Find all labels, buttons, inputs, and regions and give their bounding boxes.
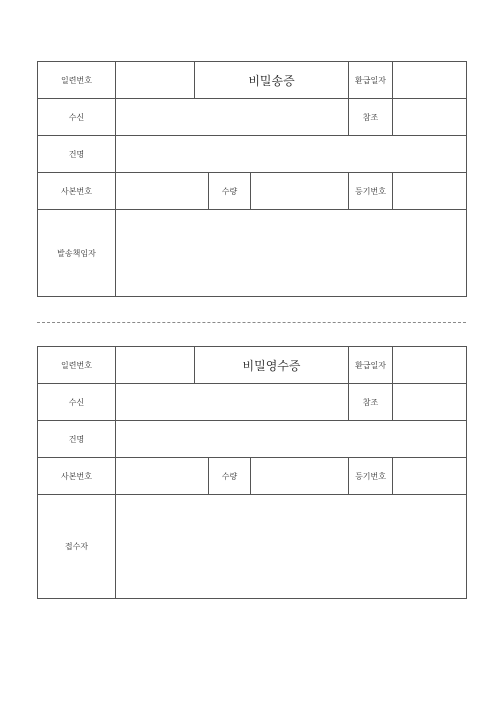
serial-number-label: 일련번호 <box>38 62 116 99</box>
registration-number-label: 등기번호 <box>349 458 393 495</box>
secret-dispatch-form <box>37 61 467 297</box>
reference-label: 참조 <box>349 384 393 421</box>
cut-line-divider <box>37 322 466 323</box>
recipient-field[interactable] <box>116 384 349 421</box>
reference-field[interactable] <box>393 99 467 136</box>
return-date-field[interactable] <box>393 347 467 384</box>
reference-field[interactable] <box>393 384 467 421</box>
secret-receipt-form <box>37 346 467 599</box>
serial-number-label: 일련번호 <box>38 347 116 384</box>
return-date-label: 환급일자 <box>349 347 393 384</box>
reference-label: 참조 <box>349 99 393 136</box>
subject-label: 건명 <box>38 421 116 458</box>
quantity-label: 수량 <box>209 458 251 495</box>
recipient-field[interactable] <box>116 99 349 136</box>
registration-number-field[interactable] <box>393 173 467 210</box>
quantity-field[interactable] <box>251 458 349 495</box>
copy-number-label: 사본번호 <box>38 458 116 495</box>
quantity-label: 수량 <box>209 173 251 210</box>
recipient-label: 수신 <box>38 99 116 136</box>
receiver-field[interactable] <box>116 495 467 599</box>
return-date-field[interactable] <box>393 62 467 99</box>
copy-number-field[interactable] <box>116 458 209 495</box>
dispatch-officer-field[interactable] <box>116 210 467 297</box>
return-date-label: 환급일자 <box>349 62 393 99</box>
recipient-label: 수신 <box>38 384 116 421</box>
receiver-label: 접수자 <box>38 495 116 599</box>
form-title: 비밀영수증 <box>195 347 349 384</box>
subject-field[interactable] <box>116 136 467 173</box>
serial-number-field[interactable] <box>116 62 195 99</box>
registration-number-label: 등기번호 <box>349 173 393 210</box>
registration-number-field[interactable] <box>393 458 467 495</box>
subject-field[interactable] <box>116 421 467 458</box>
quantity-field[interactable] <box>251 173 349 210</box>
dispatch-officer-label: 발송책임자 <box>38 210 116 297</box>
subject-label: 건명 <box>38 136 116 173</box>
copy-number-field[interactable] <box>116 173 209 210</box>
form-title: 비밀송증 <box>195 62 349 99</box>
copy-number-label: 사본번호 <box>38 173 116 210</box>
serial-number-field[interactable] <box>116 347 195 384</box>
